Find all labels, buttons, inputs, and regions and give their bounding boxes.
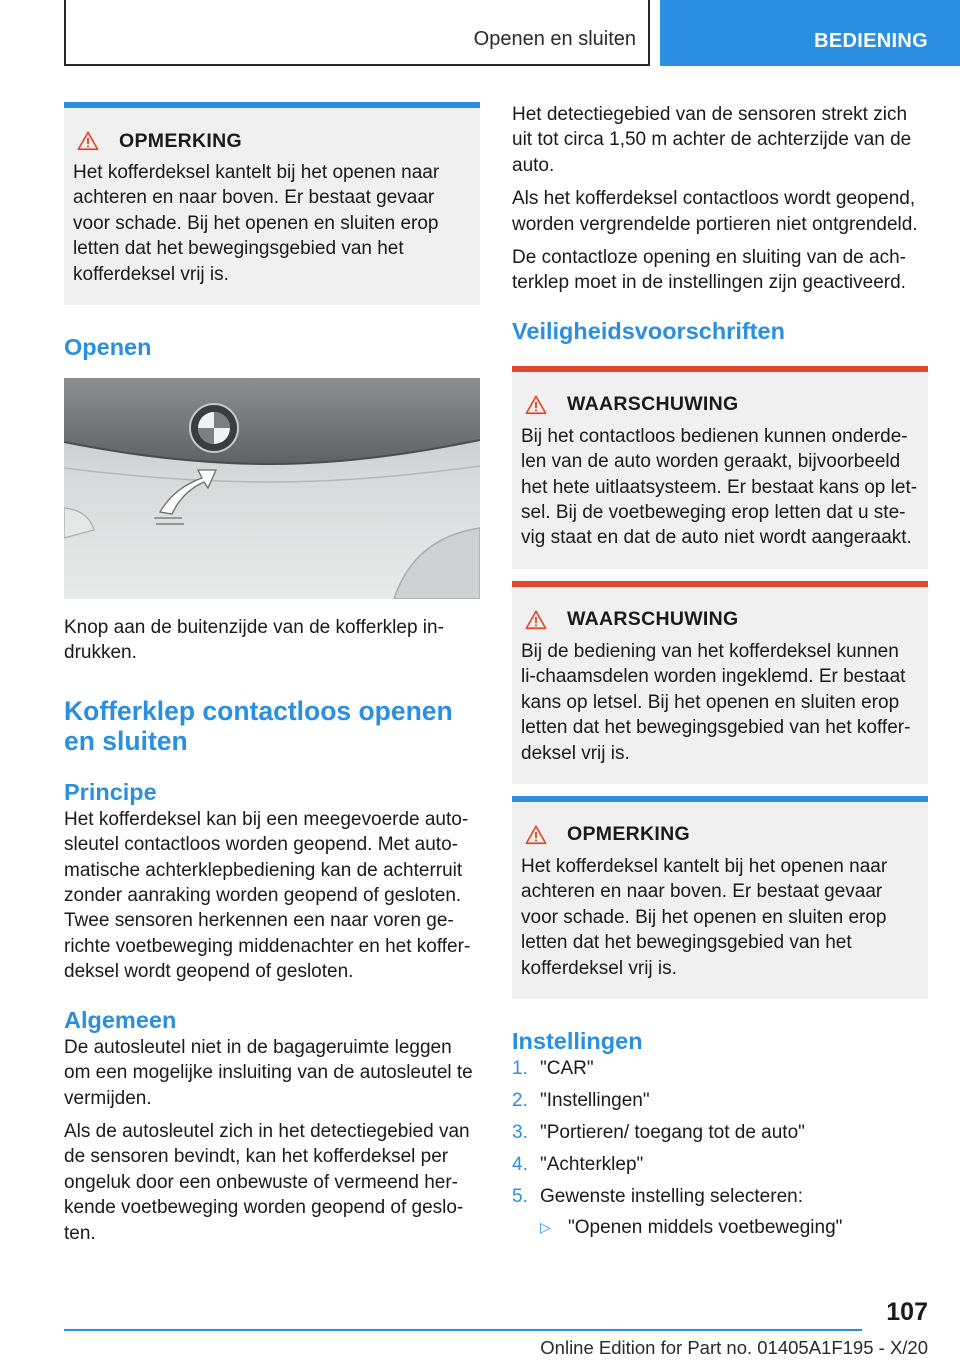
principe-text: Het kofferdeksel kan bij een meegevoerde auto-sleutel contactloos worden geopend. Met auto-matische achterklepbediening kan de achterruit zonder aanraking worden geopend of gesloten. Twee sensoren herkennen een naar voren ge-richte voetbeweging middenachter en het koffer-deksel wordt geopend of gesloten. [64, 808, 471, 983]
warning-triangle-icon [77, 130, 99, 152]
page-number: 107 [886, 1298, 928, 1326]
trunk-button-illustration [64, 378, 480, 599]
warning-box [512, 366, 928, 569]
bmw-logo [190, 404, 238, 452]
list-item [512, 1056, 928, 1081]
step-number: 2. [512, 1089, 528, 1111]
algemeen-paragraph-1: De autosleutel niet in de bagageruimte leggen om een mogelijke insluiting van de autosleutel te vermijden. [64, 1036, 473, 1109]
warning-text: Bij het contactloos bedienen kunnen onderde-len van de auto worden geraakt, bijvoorbeeld het hete uitlaatsysteem. Er bestaat kans op let-sel. Bij de voetbeweging erop letten dat u ste-vig staat en dat de auto niet wordt aangeraakt. [521, 425, 918, 549]
footer-divider [64, 1329, 862, 1331]
warning-triangle-icon [525, 824, 547, 846]
step-text: "CAR" [540, 1057, 594, 1079]
notice-label: OPMERKING [119, 129, 242, 152]
warning-triangle-icon [525, 609, 547, 631]
notice-label: OPMERKING [567, 823, 690, 846]
detection-range-text: Het detectiegebied van de sensoren strekt zich uit tot circa 1,50 m achter de achterzijde van de auto. [512, 104, 912, 176]
warning-text: Bij de bediening van het kofferdeksel kunnen li-chaamsdelen worden ingeklemd. Er bestaat kans op letsel. Bij het openen en sluiten erop letten dat het bewegingsgebied van het koffer-deksel vrij is. [521, 640, 911, 764]
section-heading-safety: Veiligheidsvoorschriften [512, 317, 785, 344]
notice-box [512, 796, 928, 999]
main-heading: Kofferklep contactloos openen en sluiten [64, 695, 453, 756]
algemeen-paragraph-2: Als de autosleutel zich in het detectiegebied van de sensoren bevindt, kan het kofferdeksel per ongeluk door een onbewuste of vermeend her-kende voetbeweging worden geopend of geslo-ten. [64, 1120, 470, 1244]
section-heading-principe: Principe [64, 778, 157, 805]
step-number: 5. [512, 1185, 528, 1207]
section-heading-algemeen: Algemeen [64, 1006, 177, 1033]
notice-box [64, 102, 480, 305]
list-item [512, 1152, 928, 1177]
figure-caption: Knop aan de buitenzijde van de kofferklep in-drukken. [64, 617, 444, 664]
step-text: "Instellingen" [540, 1089, 650, 1111]
activation-note-text: De contactloze opening en sluiting van de ach-terklep moet in de instellingen zijn geactiveerd. [512, 247, 906, 294]
warning-label: WAARSCHUWING [567, 608, 739, 631]
edition-footer: Online Edition for Part no. 01405A1F195 - X/20 [540, 1337, 928, 1358]
notice-text: Het kofferdeksel kantelt bij het openen naar achteren en naar boven. Er bestaat gevaar voor schade. Bij het openen en sluiten erop letten dat het bewegingsgebied van het kofferdeksel vrij is. [73, 162, 440, 285]
list-item [512, 1120, 928, 1145]
left-column [64, 102, 480, 1246]
warning-triangle-icon [525, 394, 547, 416]
settings-steps [512, 1056, 928, 1209]
step-text: "Portieren/ toegang tot de auto" [540, 1121, 805, 1143]
section-heading-openen: Openen [64, 334, 152, 361]
step-number: 1. [512, 1057, 528, 1079]
triangle-bullet-icon: ▷ [540, 1219, 551, 1236]
step-text: Gewenste instelling selecteren: [540, 1185, 803, 1207]
chapter-tab [660, 0, 960, 66]
step-text: "Achterklep" [540, 1153, 644, 1175]
right-column [512, 102, 928, 1241]
warning-label: WAARSCHUWING [567, 393, 739, 416]
section-heading-settings: Instellingen [512, 1027, 643, 1054]
section-title: Openen en sluiten [473, 28, 636, 50]
sub-list-item [512, 1215, 928, 1240]
chapter-tab-label: BEDIENING [814, 30, 928, 52]
notice-text: Het kofferdeksel kantelt bij het openen naar achteren en naar boven. Er bestaat gevaar voor schade. Bij het openen en sluiten erop letten dat het bewegingsgebied van het kofferdeksel vrij is. [521, 855, 888, 979]
list-item [512, 1184, 928, 1209]
step-number: 4. [512, 1153, 528, 1175]
warning-box [512, 581, 928, 784]
step-number: 3. [512, 1121, 528, 1143]
unlock-note-text: Als het kofferdeksel contactloos wordt geopend, worden vergrendelde portieren niet ontgrendeld. [512, 188, 918, 235]
sub-step-text: "Openen middels voetbeweging" [568, 1217, 843, 1239]
list-item [512, 1088, 928, 1113]
